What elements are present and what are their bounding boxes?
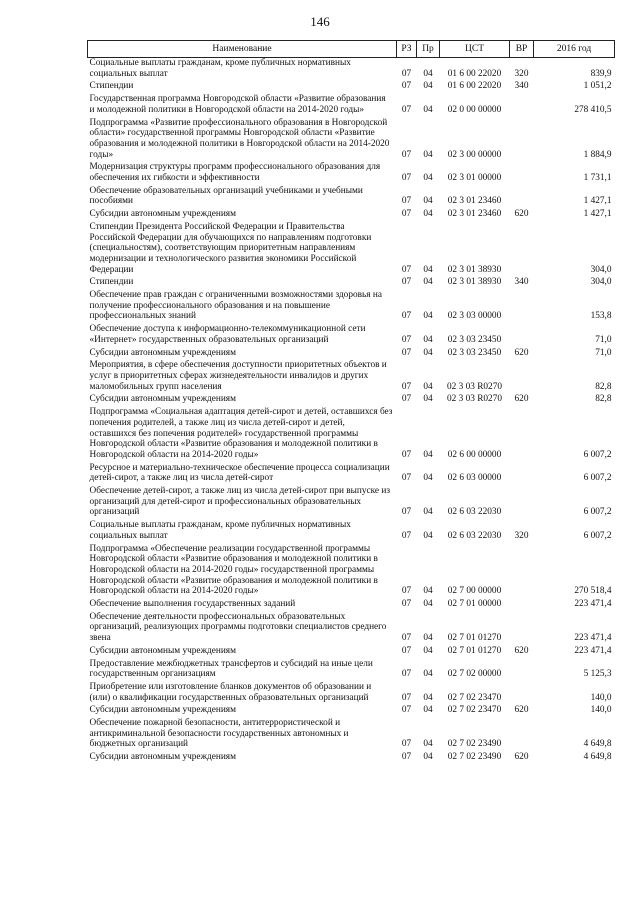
cell-sum: 278 410,5 (574, 104, 612, 115)
cell-sum: 1 427,1 (583, 196, 612, 207)
table-row (88, 705, 615, 718)
cell-sum: 304,0 (590, 277, 612, 288)
cell-sum: 270 518,4 (574, 586, 612, 597)
cell-pr: 04 (423, 394, 433, 405)
cell-rz: 07 (401, 449, 412, 460)
cell-cst: 02 3 03 23450 (447, 347, 502, 358)
table-row (88, 186, 615, 209)
cell-vr: 340 (514, 277, 529, 288)
cell-pr: 04 (423, 507, 433, 518)
cell-sum: 223 471,4 (574, 599, 612, 610)
cell-name: Модернизация структуры программ профессионального образования для обеспечения их гибкости и эффективности (89, 162, 381, 184)
cell-name: Подпрограмма «Социальная адаптация детей-сирот и детей, оставшихся без попечения родителей, а также лиц из числа детей-сирот и детей, оставшихся без попечения родителей» государственной программы Новгородской области «Развитие образования и молодежной политики в Новгородской области на 2014-2020 годы» (89, 407, 393, 460)
cell-rz: 07 (401, 104, 412, 115)
cell-rz: 07 (401, 173, 412, 184)
cell-vr: 620 (514, 645, 529, 656)
cell-vr (510, 186, 534, 209)
cell-sum: 71,0 (595, 334, 612, 345)
cell-rz: 07 (401, 692, 412, 703)
cell-name: Обеспечение пожарной безопасности, антитеррористической и антикриминальной безопасности государственных автономных и бюджетных организаций (89, 718, 349, 750)
cell-cst: 02 3 03 R0270 (446, 381, 502, 392)
cell-vr (510, 324, 534, 347)
cell-vr (510, 682, 534, 705)
cell-name: Социальные выплаты гражданам, кроме публичных нормативных социальных выплат (89, 520, 351, 541)
cell-name: Субсидии автономным учреждениям (89, 705, 236, 716)
cell-cst: 02 7 01 01270 (447, 645, 502, 656)
table-row (88, 646, 615, 659)
cell-cst: 02 6 03 00000 (447, 473, 502, 484)
header-rz: РЗ (397, 41, 417, 58)
cell-name: Обеспечение деятельности профессиональных образовательных организаций, реализующих программы подготовки специалистов среднего звена (89, 611, 387, 644)
cell-cst: 02 7 02 23470 (447, 692, 502, 703)
cell-name: Стипендии Президента Российской Федерации и Правительства Российской Федерации для обучающихся по направлениям подготовки (специальностям), соответствующим приоритетным направлениям модернизации и технологического развития экономики Российской Федерации (89, 221, 372, 275)
cell-sum: 82,8 (595, 394, 612, 405)
cell-cst: 02 6 03 22030 (447, 530, 502, 541)
cell-pr: 04 (423, 473, 433, 484)
cell-sum: 1 051,2 (583, 81, 612, 92)
cell-vr (510, 599, 534, 612)
cell-cst: 02 6 03 22030 (447, 507, 502, 518)
header-name: Наименование (88, 41, 397, 58)
table-row (88, 612, 615, 646)
cell-vr: 340 (514, 81, 529, 92)
cell-sum: 304,0 (590, 264, 612, 275)
cell-vr: 620 (514, 752, 529, 763)
cell-rz: 07 (401, 311, 412, 322)
cell-pr: 04 (423, 81, 433, 92)
table-row (88, 394, 615, 407)
cell-vr: 620 (514, 347, 529, 358)
cell-cst: 02 7 02 23490 (447, 752, 502, 763)
cell-name: Мероприятия, в сфере обеспечения доступности приоритетных объектов и услуг в приоритетных сферах жизнедеятельности инвалидов и других маломобильных групп населения (89, 360, 387, 392)
cell-pr: 04 (423, 692, 433, 703)
cell-pr: 04 (423, 633, 433, 644)
cell-pr: 04 (423, 752, 433, 763)
cell-sum: 223 471,4 (574, 645, 612, 656)
cell-vr: 620 (514, 209, 529, 220)
cell-sum: 4 649,8 (583, 752, 612, 763)
cell-name: Приобретение или изготовление бланков документов об образовании и (или) о квалификации государственных образовательных организаций (89, 681, 372, 703)
cell-name: Обеспечение выполнения государственных заданий (89, 599, 296, 610)
cell-pr: 04 (423, 68, 433, 79)
cell-cst: 02 7 01 01270 (447, 633, 502, 644)
cell-cst: 02 3 01 38930 (447, 277, 502, 288)
table-row (88, 718, 615, 752)
cell-rz: 07 (401, 473, 412, 484)
cell-cst: 02 7 00 00000 (447, 586, 502, 597)
cell-name: Субсидии автономным учреждениям (89, 752, 236, 763)
header-year: 2016 год (534, 41, 615, 58)
header-vr: ВР (510, 41, 534, 58)
header-cst: ЦСТ (440, 41, 510, 58)
table-row (88, 81, 615, 94)
cell-pr: 04 (423, 311, 433, 322)
cell-rz: 07 (401, 599, 412, 610)
cell-vr: 620 (514, 394, 529, 405)
cell-pr: 04 (423, 334, 433, 345)
cell-rz: 07 (401, 507, 412, 518)
cell-cst: 02 6 00 00000 (447, 449, 502, 460)
cell-vr: 320 (514, 530, 529, 541)
cell-cst: 02 7 02 23490 (447, 739, 502, 750)
cell-vr: 320 (514, 68, 529, 79)
cell-vr (510, 407, 534, 463)
table-row (88, 162, 615, 185)
cell-sum: 6 007,2 (583, 473, 612, 484)
cell-name: Стипендии (89, 277, 134, 288)
cell-pr: 04 (423, 705, 433, 716)
cell-pr: 04 (423, 599, 433, 610)
cell-pr: 04 (423, 173, 433, 184)
page-number: 146 (310, 14, 330, 29)
table-row (88, 118, 615, 163)
cell-rz: 07 (401, 530, 412, 541)
cell-name: Обеспечение детей-сирот, а также лиц из числа детей-сирот при выпуске из организаций для детей-сирот и профессиональных образовательных организаций (89, 486, 391, 518)
cell-rz: 07 (401, 586, 412, 597)
table-row (88, 94, 615, 117)
cell-name: Субсидии автономным учреждениям (89, 209, 236, 220)
cell-vr (510, 118, 534, 163)
cell-pr: 04 (423, 196, 433, 207)
cell-pr: 04 (423, 277, 433, 288)
cell-rz: 07 (401, 669, 412, 680)
cell-rz: 07 (401, 347, 412, 358)
cell-name: Субсидии автономным учреждениям (89, 645, 236, 656)
table-row (88, 290, 615, 324)
header-pr: Пр (417, 41, 440, 58)
cell-name: Субсидии автономным учреждениям (89, 347, 236, 358)
cell-vr (510, 544, 534, 600)
cell-vr (510, 94, 534, 117)
cell-name: Социальные выплаты гражданам, кроме публичных нормативных социальных выплат (89, 58, 351, 79)
cell-cst: 02 3 03 23450 (447, 334, 502, 345)
table-row (88, 222, 615, 278)
cell-name: Подпрограмма «Развитие профессионального образования в Новгородской области» государственной программы Новгородской области «Развитие образования и молодежной политики в Новгородской области на 2014-2020 годы» (89, 117, 390, 160)
cell-sum: 1 884,9 (583, 149, 612, 160)
cell-vr (510, 290, 534, 324)
table-row (88, 277, 615, 290)
cell-sum: 5 125,3 (583, 669, 612, 680)
cell-sum: 6 007,2 (583, 507, 612, 518)
cell-name: Ресурсное и материально-техническое обеспечение процесса социализации детей-сирот, а также лиц из числа детей-сирот (89, 462, 390, 484)
cell-vr (510, 162, 534, 185)
cell-pr: 04 (423, 586, 433, 597)
cell-cst: 02 3 00 00000 (447, 149, 502, 160)
cell-sum: 839,9 (590, 68, 612, 79)
table-row (88, 58, 615, 82)
cell-name: Обеспечение доступа к информационно-телекоммуникационной сети «Интернет» государственных образовательных организаций (89, 324, 366, 345)
cell-pr: 04 (423, 645, 433, 656)
cell-pr: 04 (423, 149, 433, 160)
cell-cst: 02 7 02 23470 (447, 705, 502, 716)
table-row (88, 682, 615, 705)
cell-cst: 02 7 01 00000 (447, 599, 502, 610)
cell-vr (510, 486, 534, 520)
cell-vr (510, 463, 534, 486)
table-row (88, 209, 615, 222)
cell-sum: 140,0 (590, 692, 612, 703)
cell-rz: 07 (401, 752, 412, 763)
cell-pr: 04 (423, 449, 433, 460)
cell-vr (510, 222, 534, 278)
cell-vr (510, 718, 534, 752)
cell-sum: 1 427,1 (583, 209, 612, 220)
cell-rz: 07 (401, 705, 412, 716)
table-row (88, 544, 615, 600)
cell-sum: 1 731,1 (583, 173, 612, 184)
table-row (88, 463, 615, 486)
cell-sum: 82,8 (595, 381, 612, 392)
cell-pr: 04 (423, 347, 433, 358)
table-row (88, 520, 615, 543)
cell-pr: 04 (423, 209, 433, 220)
cell-cst: 01 6 00 22020 (447, 68, 502, 79)
cell-rz: 07 (401, 196, 412, 207)
cell-name: Стипендии (89, 81, 134, 92)
cell-rz: 07 (401, 739, 412, 750)
cell-cst: 02 3 03 00000 (447, 311, 502, 322)
table-row (88, 324, 615, 347)
table-row (88, 407, 615, 463)
table-row (88, 486, 615, 520)
cell-sum: 6 007,2 (583, 449, 612, 460)
cell-rz: 07 (401, 264, 412, 275)
cell-rz: 07 (401, 68, 412, 79)
cell-sum: 4 649,8 (583, 739, 612, 750)
cell-cst: 02 3 03 R0270 (446, 394, 502, 405)
cell-cst: 02 3 01 00000 (447, 173, 502, 184)
budget-table (87, 40, 615, 765)
cell-cst: 02 3 01 23460 (447, 209, 502, 220)
cell-pr: 04 (423, 530, 433, 541)
cell-pr: 04 (423, 264, 433, 275)
cell-vr (510, 360, 534, 394)
cell-cst: 01 6 00 22020 (447, 81, 502, 92)
table-row (88, 752, 615, 765)
cell-rz: 07 (401, 209, 412, 220)
table-header (88, 41, 615, 58)
table-row (88, 659, 615, 682)
cell-sum: 153,8 (590, 311, 612, 322)
cell-rz: 07 (401, 394, 412, 405)
cell-name: Государственная программа Новгородской области «Развитие образования и молодежной политики в Новгородской области на 2014-2020 годы» (89, 94, 386, 115)
cell-name: Субсидии автономным учреждениям (89, 394, 236, 405)
cell-rz: 07 (401, 149, 412, 160)
cell-cst: 02 3 01 38930 (447, 264, 502, 275)
cell-pr: 04 (423, 669, 433, 680)
cell-cst: 02 3 01 23460 (447, 196, 502, 207)
cell-cst: 02 7 02 00000 (447, 669, 502, 680)
cell-name: Подпрограмма «Обеспечение реализации государственной программы Новгородской области «Развитие образования и молодежной политики в Новгородской области на 2014-2020 годы» государственной программы Новгородской области «Развитие образования и молодежной политики в Новгородской области на 2014-2020 годы» (89, 543, 378, 597)
cell-sum: 71,0 (595, 347, 612, 358)
cell-sum: 223 471,4 (574, 633, 612, 644)
cell-rz: 07 (401, 645, 412, 656)
cell-vr (510, 612, 534, 646)
cell-sum: 140,0 (590, 705, 612, 716)
cell-pr: 04 (423, 381, 433, 392)
cell-rz: 07 (401, 633, 412, 644)
cell-rz: 07 (401, 277, 412, 288)
cell-name: Обеспечение прав граждан с ограниченными возможностями здоровья на получение профессионального образования и на повышение профессиональных знаний (89, 290, 382, 322)
cell-rz: 07 (401, 334, 412, 345)
cell-name: Обеспечение образовательных организаций учебниками и учебными пособиями (89, 185, 363, 207)
cell-sum: 6 007,2 (583, 530, 612, 541)
table-row (88, 599, 615, 612)
cell-rz: 07 (401, 381, 412, 392)
cell-vr (510, 659, 534, 682)
table-row (88, 360, 615, 394)
cell-pr: 04 (423, 739, 433, 750)
header-row (88, 41, 615, 58)
cell-rz: 07 (401, 81, 412, 92)
cell-cst: 02 0 00 00000 (447, 104, 502, 115)
table-body (88, 58, 615, 765)
table-row (88, 348, 615, 361)
cell-vr: 620 (514, 705, 529, 716)
cell-pr: 04 (423, 104, 433, 115)
cell-name: Предоставление межбюджетных трансфертов и субсидий на иные цели государственным организациям (89, 658, 373, 680)
